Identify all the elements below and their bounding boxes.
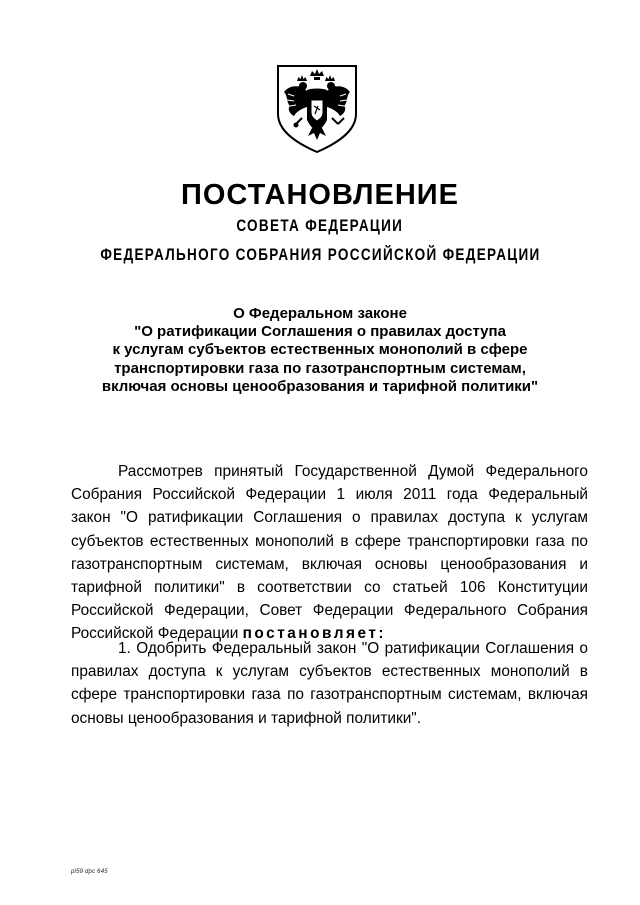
subject-line: включая основы ценообразования и тарифной политики" xyxy=(101,377,539,395)
subject-line: О Федеральном законе xyxy=(233,305,407,322)
footer-document-code: pl59 dpc 645 xyxy=(71,869,108,875)
subject-line: к услугам субъектов естественных монополий в сфере xyxy=(112,341,528,359)
preamble-text: Рассмотрев принятый Государственной Думой Федерального Собрания Российской Федерации 1 июля 2011 года Федеральный закон "О ратификации Соглашения о правилах доступа к услугам субъектов естественных монополий в сфере транспортировки газа по газотранспортным системам, включая основы ценообразования и тарифной политики" в соответствии со статьей 106 Конституции Российской Федерации, Совет Федерации Федерального Собрания Российской Федерации xyxy=(71,463,588,643)
subject-line: транспортировки газа по газотранспортным системам, xyxy=(114,359,526,377)
paragraph-clause-1: 1. Одобрить Федеральный закон "О ратификации Соглашения о правилах доступа к услугам субъектов естественных монополий в сфере транспортировки газа по газотранспортным системам, включая основы ценообразования и тарифной политики". xyxy=(71,640,588,727)
paragraph-preamble xyxy=(71,460,588,646)
issuer-line-1: СОВЕТА ФЕДЕРАЦИИ xyxy=(236,217,404,235)
document-subject xyxy=(60,305,580,396)
subject-line: "О ратификации Соглашения о правилах доступа xyxy=(134,323,506,341)
issuer-line-1-wrap xyxy=(0,216,640,236)
issuer-line-2-wrap xyxy=(0,245,640,265)
coat-of-arms-emblem xyxy=(272,62,362,154)
document-type-title: ПОСТАНОВЛЕНИЕ xyxy=(181,179,459,211)
resolves-keyword: постановляет: xyxy=(242,625,387,643)
issuer-line-2: ФЕДЕРАЛЬНОГО СОБРАНИЯ РОССИЙСКОЙ ФЕДЕРАЦИИ xyxy=(99,246,541,264)
